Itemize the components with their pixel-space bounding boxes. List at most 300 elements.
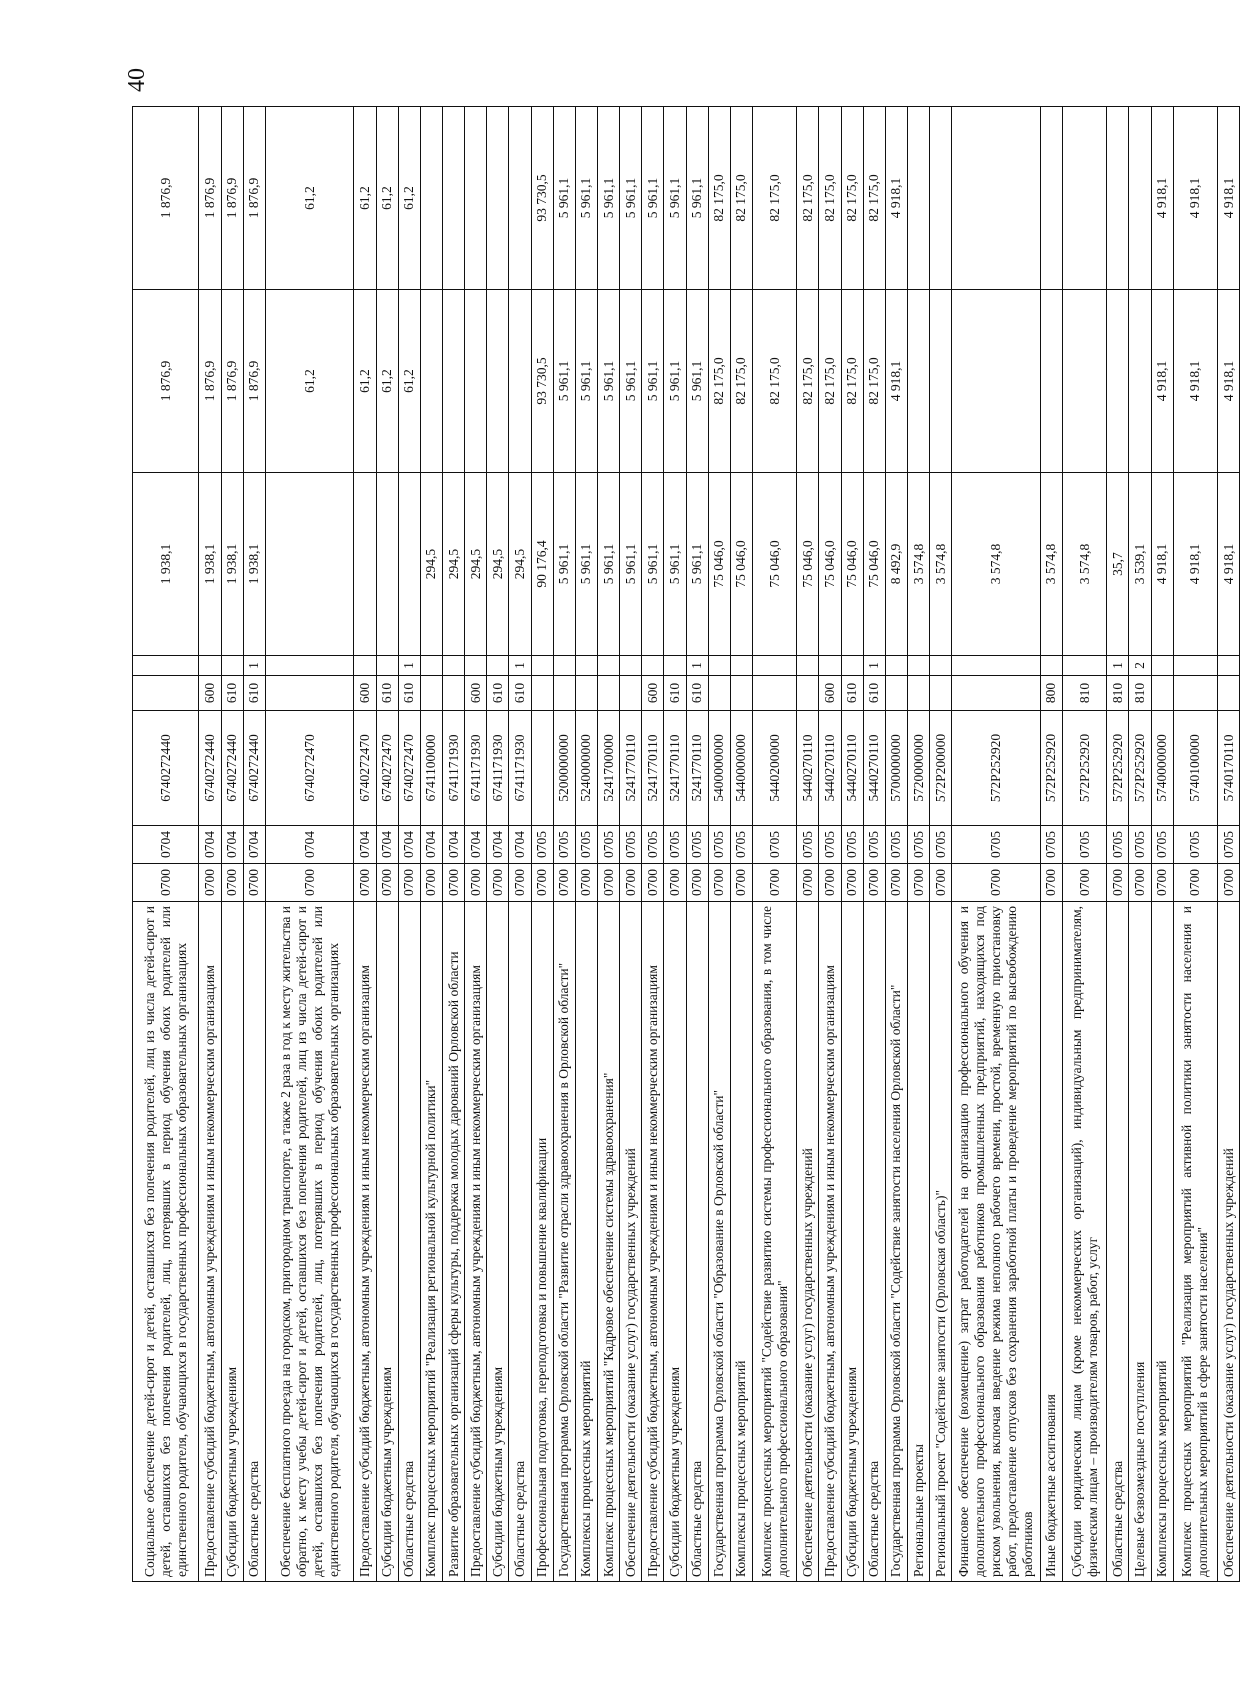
subsection-cell: 0704 <box>376 826 398 864</box>
subsection-cell: 0704 <box>487 826 509 864</box>
source-code-cell <box>531 656 553 676</box>
year2-amount-cell: 5 961,1 <box>620 290 642 473</box>
table-row <box>752 107 796 1582</box>
expense-type-cell: 810 <box>1063 676 1107 711</box>
row-name-cell: Предоставление субсидий бюджетным, автономным учреждениям и иным некоммерческим организациям <box>354 902 376 1582</box>
year3-amount-cell <box>487 107 509 290</box>
source-code-cell <box>553 656 575 676</box>
section-cell: 0700 <box>398 864 420 902</box>
subsection-cell: 0705 <box>930 826 952 864</box>
target-article-cell: 5241770110 <box>664 711 686 826</box>
expense-type-cell: 810 <box>1129 676 1151 711</box>
year3-amount-cell <box>907 107 929 290</box>
year3-amount-cell <box>1107 107 1129 290</box>
expense-type-cell <box>907 676 929 711</box>
year2-amount-cell: 61,2 <box>398 290 420 473</box>
table-row <box>1063 107 1107 1582</box>
table-row <box>930 107 952 1582</box>
year1-amount-cell: 5 961,1 <box>553 473 575 656</box>
source-code-cell: 1 <box>509 656 531 676</box>
page-number: 40 <box>124 68 150 92</box>
year2-amount-cell: 82 175,0 <box>863 290 885 473</box>
row-name-cell: Комплекс процессных мероприятий "Реализация региональной культурной политики" <box>420 902 442 1582</box>
source-code-cell <box>133 656 199 676</box>
year3-amount-cell <box>465 107 487 290</box>
section-cell: 0700 <box>930 864 952 902</box>
year3-amount-cell <box>952 107 1041 290</box>
row-name-cell: Субсидии бюджетным учреждениям <box>664 902 686 1582</box>
section-cell: 0700 <box>620 864 642 902</box>
table-body <box>133 107 1240 1582</box>
year1-amount-cell: 5 961,1 <box>620 473 642 656</box>
source-code-cell <box>752 656 796 676</box>
row-name-cell: Областные средства <box>243 902 265 1582</box>
section-cell: 0700 <box>1151 864 1173 902</box>
table-row <box>487 107 509 1582</box>
year1-amount-cell: 75 046,0 <box>708 473 730 656</box>
table-row <box>133 107 199 1582</box>
row-name-cell: Комплексы процессных мероприятий <box>575 902 597 1582</box>
target-article-cell: 5700000000 <box>885 711 907 826</box>
subsection-cell: 0704 <box>398 826 420 864</box>
year2-amount-cell: 5 961,1 <box>664 290 686 473</box>
target-article-cell: 5200000000 <box>553 711 575 826</box>
table-row <box>509 107 531 1582</box>
target-article-cell: 5440270110 <box>863 711 885 826</box>
section-cell: 0700 <box>1063 864 1107 902</box>
year3-amount-cell: 5 961,1 <box>553 107 575 290</box>
subsection-cell: 0705 <box>907 826 929 864</box>
section-cell: 0700 <box>819 864 841 902</box>
year3-amount-cell: 4 918,1 <box>1151 107 1173 290</box>
year2-amount-cell <box>509 290 531 473</box>
source-code-cell <box>930 656 952 676</box>
year1-amount-cell: 3 574,8 <box>952 473 1041 656</box>
year2-amount-cell: 82 175,0 <box>841 290 863 473</box>
source-code-cell <box>819 656 841 676</box>
source-code-cell <box>598 656 620 676</box>
target-article-cell: 572P252920 <box>1107 711 1129 826</box>
target-article-cell: 572P200000 <box>930 711 952 826</box>
row-name-cell: Предоставление субсидий бюджетным, автономным учреждениям и иным некоммерческим организациям <box>199 902 221 1582</box>
year2-amount-cell <box>907 290 929 473</box>
year2-amount-cell <box>952 290 1041 473</box>
source-code-cell: 1 <box>243 656 265 676</box>
expense-type-cell: 610 <box>863 676 885 711</box>
year3-amount-cell <box>930 107 952 290</box>
row-name-cell: Целевые безвозмездные поступления <box>1129 902 1151 1582</box>
year2-amount-cell: 82 175,0 <box>752 290 796 473</box>
subsection-cell: 0704 <box>221 826 243 864</box>
subsection-cell: 0704 <box>133 826 199 864</box>
year1-amount-cell: 75 046,0 <box>730 473 752 656</box>
subsection-cell: 0705 <box>730 826 752 864</box>
year1-amount-cell <box>376 473 398 656</box>
section-cell: 0700 <box>487 864 509 902</box>
target-article-cell: 5400000000 <box>708 711 730 826</box>
expense-type-cell: 610 <box>376 676 398 711</box>
expense-type-cell: 610 <box>509 676 531 711</box>
table-row <box>708 107 730 1582</box>
expense-type-cell: 800 <box>1040 676 1062 711</box>
table-row <box>531 107 553 1582</box>
row-name-cell: Субсидии бюджетным учреждениям <box>841 902 863 1582</box>
year3-amount-cell: 5 961,1 <box>620 107 642 290</box>
year1-amount-cell: 75 046,0 <box>797 473 819 656</box>
year3-amount-cell <box>509 107 531 290</box>
table-row <box>885 107 907 1582</box>
target-article-cell: 572P252920 <box>952 711 1041 826</box>
year1-amount-cell: 35,7 <box>1107 473 1129 656</box>
year3-amount-cell: 4 918,1 <box>1218 107 1240 290</box>
expense-type-cell: 600 <box>465 676 487 711</box>
year1-amount-cell: 5 961,1 <box>642 473 664 656</box>
year1-amount-cell: 3 574,8 <box>1063 473 1107 656</box>
source-code-cell <box>1040 656 1062 676</box>
year2-amount-cell: 5 961,1 <box>553 290 575 473</box>
target-article-cell: 6740272440 <box>221 711 243 826</box>
target-article-cell: 5440270110 <box>841 711 863 826</box>
expense-type-cell <box>531 676 553 711</box>
target-article-cell: 6741171930 <box>465 711 487 826</box>
section-cell: 0700 <box>686 864 708 902</box>
year2-amount-cell: 61,2 <box>354 290 376 473</box>
expense-type-cell: 610 <box>243 676 265 711</box>
table-row <box>575 107 597 1582</box>
year3-amount-cell: 4 918,1 <box>1173 107 1217 290</box>
row-name-cell: Обеспечение деятельности (оказание услуг) государственных учреждений <box>620 902 642 1582</box>
row-name-cell: Предоставление субсидий бюджетным, автономным учреждениям и иным некоммерческим организациям <box>465 902 487 1582</box>
section-cell: 0700 <box>730 864 752 902</box>
row-name-cell: Комплекс процессных мероприятий "Реализация мероприятий активной политики занятости населения и дополнительных мероприятий в сфере занятости населения" <box>1173 902 1217 1582</box>
section-cell: 0700 <box>1218 864 1240 902</box>
year3-amount-cell: 5 961,1 <box>642 107 664 290</box>
row-name-cell: Субсидии юридическим лицам (кроме некоммерческих организаций), индивидуальным предпринимателям, физическим лицам – производителям товаров, работ, услуг <box>1063 902 1107 1582</box>
target-article-cell: 572P252920 <box>1129 711 1151 826</box>
year3-amount-cell: 5 961,1 <box>575 107 597 290</box>
year3-amount-cell: 82 175,0 <box>863 107 885 290</box>
section-cell: 0700 <box>265 864 354 902</box>
table-row <box>664 107 686 1582</box>
subsection-cell: 0704 <box>199 826 221 864</box>
table-row <box>1107 107 1129 1582</box>
year3-amount-cell: 82 175,0 <box>797 107 819 290</box>
year2-amount-cell: 5 961,1 <box>686 290 708 473</box>
year1-amount-cell: 75 046,0 <box>819 473 841 656</box>
row-name-cell: Субсидии бюджетным учреждениям <box>376 902 398 1582</box>
source-code-cell <box>420 656 442 676</box>
source-code-cell <box>443 656 465 676</box>
year3-amount-cell: 5 961,1 <box>664 107 686 290</box>
year1-amount-cell: 1 938,1 <box>199 473 221 656</box>
table-row <box>907 107 929 1582</box>
expense-type-cell <box>752 676 796 711</box>
source-code-cell <box>221 656 243 676</box>
year1-amount-cell <box>398 473 420 656</box>
year2-amount-cell: 4 918,1 <box>1173 290 1217 473</box>
subsection-cell: 0705 <box>841 826 863 864</box>
year3-amount-cell: 61,2 <box>265 107 354 290</box>
year2-amount-cell: 61,2 <box>376 290 398 473</box>
source-code-cell: 2 <box>1129 656 1151 676</box>
year1-amount-cell: 294,5 <box>487 473 509 656</box>
row-name-cell: Комплекс процессных мероприятий "Кадровое обеспечение системы здравоохранения" <box>598 902 620 1582</box>
year3-amount-cell: 93 730,5 <box>531 107 553 290</box>
year2-amount-cell: 1 876,9 <box>199 290 221 473</box>
table-row <box>443 107 465 1582</box>
subsection-cell: 0704 <box>354 826 376 864</box>
row-name-cell: Государственная программа Орловской области "Развитие отрасли здравоохранения в Орловской области" <box>553 902 575 1582</box>
source-code-cell: 1 <box>686 656 708 676</box>
year1-amount-cell: 75 046,0 <box>841 473 863 656</box>
target-article-cell: 5241770110 <box>620 711 642 826</box>
year1-amount-cell: 5 961,1 <box>664 473 686 656</box>
section-cell: 0700 <box>575 864 597 902</box>
year2-amount-cell: 1 876,9 <box>243 290 265 473</box>
row-name-cell: Государственная программа Орловской области "Содействие занятости населения Орловской области" <box>885 902 907 1582</box>
row-name-cell: Предоставление субсидий бюджетным, автономным учреждениям и иным некоммерческим организациям <box>642 902 664 1582</box>
source-code-cell <box>620 656 642 676</box>
year1-amount-cell: 4 918,1 <box>1151 473 1173 656</box>
subsection-cell: 0705 <box>686 826 708 864</box>
target-article-cell: 6740272440 <box>133 711 199 826</box>
year2-amount-cell: 1 876,9 <box>221 290 243 473</box>
target-article-cell: 5740100000 <box>1173 711 1217 826</box>
year1-amount-cell: 75 046,0 <box>752 473 796 656</box>
table-row <box>863 107 885 1582</box>
source-code-cell <box>1151 656 1173 676</box>
year3-amount-cell: 61,2 <box>398 107 420 290</box>
source-code-cell <box>575 656 597 676</box>
subsection-cell: 0705 <box>1151 826 1173 864</box>
subsection-cell: 0705 <box>819 826 841 864</box>
row-name-cell: Комплексы процессных мероприятий <box>730 902 752 1582</box>
source-code-cell <box>952 656 1041 676</box>
year2-amount-cell <box>1063 290 1107 473</box>
target-article-cell: 6740272470 <box>398 711 420 826</box>
subsection-cell: 0705 <box>885 826 907 864</box>
expense-type-cell <box>265 676 354 711</box>
target-article-cell: 6741100000 <box>420 711 442 826</box>
expense-type-cell: 600 <box>819 676 841 711</box>
expense-type-cell: 610 <box>221 676 243 711</box>
year1-amount-cell: 90 176,4 <box>531 473 553 656</box>
target-article-cell: 5241700000 <box>598 711 620 826</box>
target-article-cell: 6740272440 <box>243 711 265 826</box>
subsection-cell: 0704 <box>465 826 487 864</box>
section-cell: 0700 <box>841 864 863 902</box>
year2-amount-cell: 82 175,0 <box>730 290 752 473</box>
year1-amount-cell: 8 492,9 <box>885 473 907 656</box>
year3-amount-cell: 61,2 <box>354 107 376 290</box>
year2-amount-cell <box>420 290 442 473</box>
table-row <box>819 107 841 1582</box>
year1-amount-cell: 3 574,8 <box>1040 473 1062 656</box>
year3-amount-cell: 61,2 <box>376 107 398 290</box>
year3-amount-cell: 82 175,0 <box>819 107 841 290</box>
expense-type-cell <box>575 676 597 711</box>
target-article-cell: 5740170110 <box>1218 711 1240 826</box>
year2-amount-cell: 82 175,0 <box>819 290 841 473</box>
year3-amount-cell: 1 876,9 <box>133 107 199 290</box>
source-code-cell <box>664 656 686 676</box>
year1-amount-cell: 294,5 <box>509 473 531 656</box>
target-article-cell: 5720000000 <box>907 711 929 826</box>
row-name-cell: Областные средства <box>1107 902 1129 1582</box>
target-article-cell: 572P252920 <box>1040 711 1062 826</box>
subsection-cell: 0705 <box>620 826 642 864</box>
expense-type-cell <box>1218 676 1240 711</box>
expense-type-cell <box>708 676 730 711</box>
source-code-cell <box>265 656 354 676</box>
section-cell: 0700 <box>1173 864 1217 902</box>
subsection-cell: 0704 <box>420 826 442 864</box>
section-cell: 0700 <box>553 864 575 902</box>
target-article-cell: 5241770110 <box>686 711 708 826</box>
year2-amount-cell: 4 918,1 <box>1151 290 1173 473</box>
year1-amount-cell: 294,5 <box>443 473 465 656</box>
section-cell: 0700 <box>133 864 199 902</box>
year2-amount-cell <box>487 290 509 473</box>
source-code-cell <box>199 656 221 676</box>
section-cell: 0700 <box>509 864 531 902</box>
expense-type-cell <box>1173 676 1217 711</box>
subsection-cell: 0704 <box>509 826 531 864</box>
expense-type-cell <box>1151 676 1173 711</box>
source-code-cell <box>642 656 664 676</box>
year1-amount-cell: 1 938,1 <box>133 473 199 656</box>
section-cell: 0700 <box>465 864 487 902</box>
source-code-cell <box>1063 656 1107 676</box>
table-row <box>642 107 664 1582</box>
row-name-cell: Областные средства <box>863 902 885 1582</box>
subsection-cell: 0705 <box>1063 826 1107 864</box>
table-row <box>598 107 620 1582</box>
year2-amount-cell <box>1129 290 1151 473</box>
year1-amount-cell: 5 961,1 <box>686 473 708 656</box>
source-code-cell <box>841 656 863 676</box>
target-article-cell: 6740272470 <box>376 711 398 826</box>
expense-type-cell <box>443 676 465 711</box>
year3-amount-cell: 5 961,1 <box>686 107 708 290</box>
target-article-cell: 5440270110 <box>797 711 819 826</box>
expense-type-cell <box>930 676 952 711</box>
section-cell: 0700 <box>708 864 730 902</box>
source-code-cell <box>465 656 487 676</box>
table-row <box>1218 107 1240 1582</box>
section-cell: 0700 <box>752 864 796 902</box>
section-cell: 0700 <box>952 864 1041 902</box>
section-cell: 0700 <box>354 864 376 902</box>
source-code-cell: 1 <box>1107 656 1129 676</box>
expense-type-cell: 610 <box>664 676 686 711</box>
subsection-cell: 0705 <box>863 826 885 864</box>
target-article-cell: 6741171930 <box>509 711 531 826</box>
section-cell: 0700 <box>664 864 686 902</box>
target-article-cell: 5240000000 <box>575 711 597 826</box>
section-cell: 0700 <box>243 864 265 902</box>
year3-amount-cell: 4 918,1 <box>885 107 907 290</box>
year3-amount-cell: 82 175,0 <box>708 107 730 290</box>
target-article-cell: 6741171930 <box>443 711 465 826</box>
table-row <box>265 107 354 1582</box>
section-cell: 0700 <box>1107 864 1129 902</box>
expense-type-cell <box>598 676 620 711</box>
table-row <box>1129 107 1151 1582</box>
target-article-cell: 5440200000 <box>752 711 796 826</box>
row-name-cell: Развитие образовательных организаций сферы культуры, поддержка молодых дарований Орловской области <box>443 902 465 1582</box>
subsection-cell: 0705 <box>1173 826 1217 864</box>
section-cell: 0700 <box>1129 864 1151 902</box>
target-article-cell: 5740000000 <box>1151 711 1173 826</box>
expense-type-cell: 600 <box>642 676 664 711</box>
table-row <box>199 107 221 1582</box>
table-row <box>354 107 376 1582</box>
year2-amount-cell <box>1040 290 1062 473</box>
year1-amount-cell: 5 961,1 <box>598 473 620 656</box>
table-row <box>243 107 265 1582</box>
subsection-cell: 0705 <box>797 826 819 864</box>
expense-type-cell: 610 <box>686 676 708 711</box>
table-row <box>730 107 752 1582</box>
subsection-cell: 0704 <box>265 826 354 864</box>
year3-amount-cell: 5 961,1 <box>598 107 620 290</box>
row-name-cell: Государственная программа Орловской области "Образование в Орловской области" <box>708 902 730 1582</box>
year3-amount-cell: 1 876,9 <box>243 107 265 290</box>
target-article-cell: 572P252920 <box>1063 711 1107 826</box>
subsection-cell: 0704 <box>243 826 265 864</box>
table-row <box>420 107 442 1582</box>
year1-amount-cell: 1 938,1 <box>243 473 265 656</box>
target-article-cell: 6741171930 <box>487 711 509 826</box>
year2-amount-cell <box>465 290 487 473</box>
year1-amount-cell: 5 961,1 <box>575 473 597 656</box>
year3-amount-cell: 1 876,9 <box>199 107 221 290</box>
year2-amount-cell: 82 175,0 <box>797 290 819 473</box>
section-cell: 0700 <box>1040 864 1062 902</box>
section-cell: 0700 <box>531 864 553 902</box>
row-name-cell: Областные средства <box>686 902 708 1582</box>
expense-type-cell <box>133 676 199 711</box>
expense-type-cell: 610 <box>841 676 863 711</box>
expense-type-cell: 610 <box>487 676 509 711</box>
year3-amount-cell <box>420 107 442 290</box>
year2-amount-cell <box>930 290 952 473</box>
year2-amount-cell: 5 961,1 <box>598 290 620 473</box>
year2-amount-cell <box>443 290 465 473</box>
row-name-cell: Субсидии бюджетным учреждениям <box>487 902 509 1582</box>
table-row <box>686 107 708 1582</box>
source-code-cell <box>1173 656 1217 676</box>
table-row <box>1040 107 1062 1582</box>
year1-amount-cell: 4 918,1 <box>1173 473 1217 656</box>
source-code-cell <box>1218 656 1240 676</box>
table-row <box>221 107 243 1582</box>
subsection-cell: 0705 <box>553 826 575 864</box>
row-name-cell: Региональный проект "Содействие занятости (Орловская область)" <box>930 902 952 1582</box>
expense-type-cell <box>797 676 819 711</box>
target-article-cell: 6740272470 <box>265 711 354 826</box>
year2-amount-cell: 82 175,0 <box>708 290 730 473</box>
row-name-cell: Обеспечение деятельности (оказание услуг) государственных учреждений <box>1218 902 1240 1582</box>
section-cell: 0700 <box>221 864 243 902</box>
target-article-cell: 6740272470 <box>354 711 376 826</box>
source-code-cell <box>885 656 907 676</box>
section-cell: 0700 <box>598 864 620 902</box>
subsection-cell: 0705 <box>1040 826 1062 864</box>
subsection-cell: 0705 <box>1129 826 1151 864</box>
year2-amount-cell <box>1107 290 1129 473</box>
